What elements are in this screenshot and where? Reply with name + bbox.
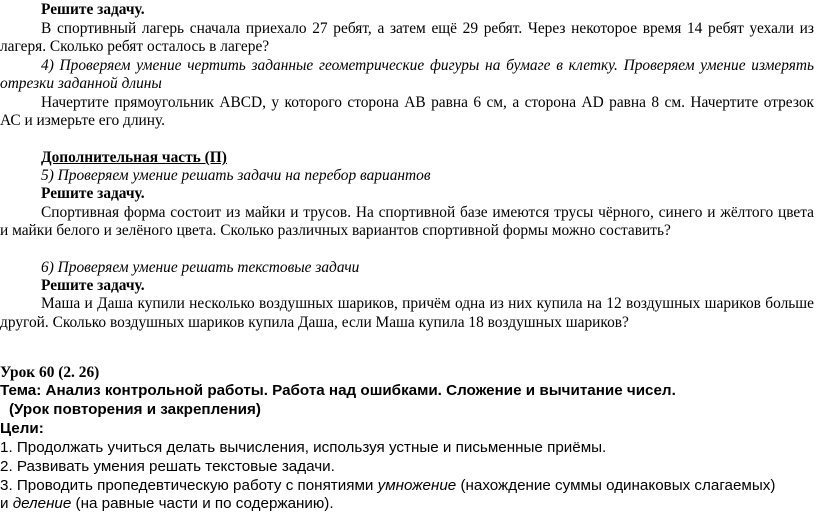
- goal-3-text-d: и: [0, 495, 13, 512]
- task-6-line-1: Маша и Даша купили несколько воздушных шариков, причём одна из них купила на 12 воздушных шариков больше: [41, 295, 814, 312]
- goal-3-line-1: [0, 476, 775, 495]
- skill-4-line-2: отрезки заданной длины: [0, 75, 162, 92]
- goal-3-line-2: [0, 494, 334, 513]
- goal-3-text-a: 3. Проводить пропедевтическую работу с понятиями: [0, 477, 378, 494]
- task-4-line-1: Начертите прямоугольник ABCD, у которого сторона АВ равна 6 см, а сторона AD равна 8 см. Начертите отрезок: [41, 94, 814, 111]
- task-5-line-1: Спортивная форма состоит из майки и трусов. На спортивной базе имеются трусы чёрного, синего и жёлтого цвета: [41, 204, 814, 221]
- goal-3-term-division: деление: [12, 495, 72, 512]
- task-heading-1: Решите задачу.: [41, 1, 145, 18]
- task-text-line-1: В спортивный лагерь сначала приехало 27 ребят, а затем ещё 29 ребят. Через некоторое время 14 ребят уехали из: [41, 20, 814, 37]
- lesson-number: Урок 60 (2. 26): [0, 364, 100, 381]
- task-4-line-2: АС и измерьте его длину.: [0, 112, 166, 129]
- skill-5-line: 5) Проверяем умение решать задачи на перебор вариантов: [41, 167, 431, 184]
- goal-3-term-multiplication: умножение: [377, 477, 457, 494]
- task-5-line-2: и майки белого и зелёного цвета. Сколько различных вариантов спортивной формы можно составить?: [0, 222, 671, 239]
- lesson-topic: Тема: Анализ контрольной работы. Работа над ошибками. Сложение и вычитание чисел.: [0, 382, 676, 399]
- goal-3-text-f: (на равные части и по содержанию).: [71, 495, 334, 512]
- task-heading-5: Решите задачу.: [41, 185, 145, 202]
- lesson-type: (Урок повторения и закрепления): [9, 401, 261, 418]
- goal-3-text-c: (нахождение суммы одинаковых слагаемых): [456, 477, 776, 494]
- task-6-line-2: другой. Сколько воздушных шариков купила Даша, если Маша купила 18 воздушных шариков?: [0, 314, 629, 331]
- additional-part-heading: Дополнительная часть (П): [41, 149, 227, 166]
- skill-6-line: 6) Проверяем умение решать текстовые задачи: [41, 259, 360, 276]
- goal-1: 1. Продолжать учиться делать вычисления, используя устные и письменные приёмы.: [0, 439, 607, 456]
- task-text-line-2: лагеря. Сколько ребят осталось в лагере?: [0, 38, 270, 55]
- goal-2: 2. Развивать умения решать текстовые задачи.: [0, 458, 335, 475]
- task-heading-6: Решите задачу.: [41, 277, 145, 294]
- goals-heading: Цели:: [0, 420, 44, 437]
- skill-4-line-1: 4) Проверяем умение чертить заданные геометрические фигуры на бумаге в клетку. Проверяем умение измерять: [41, 57, 814, 74]
